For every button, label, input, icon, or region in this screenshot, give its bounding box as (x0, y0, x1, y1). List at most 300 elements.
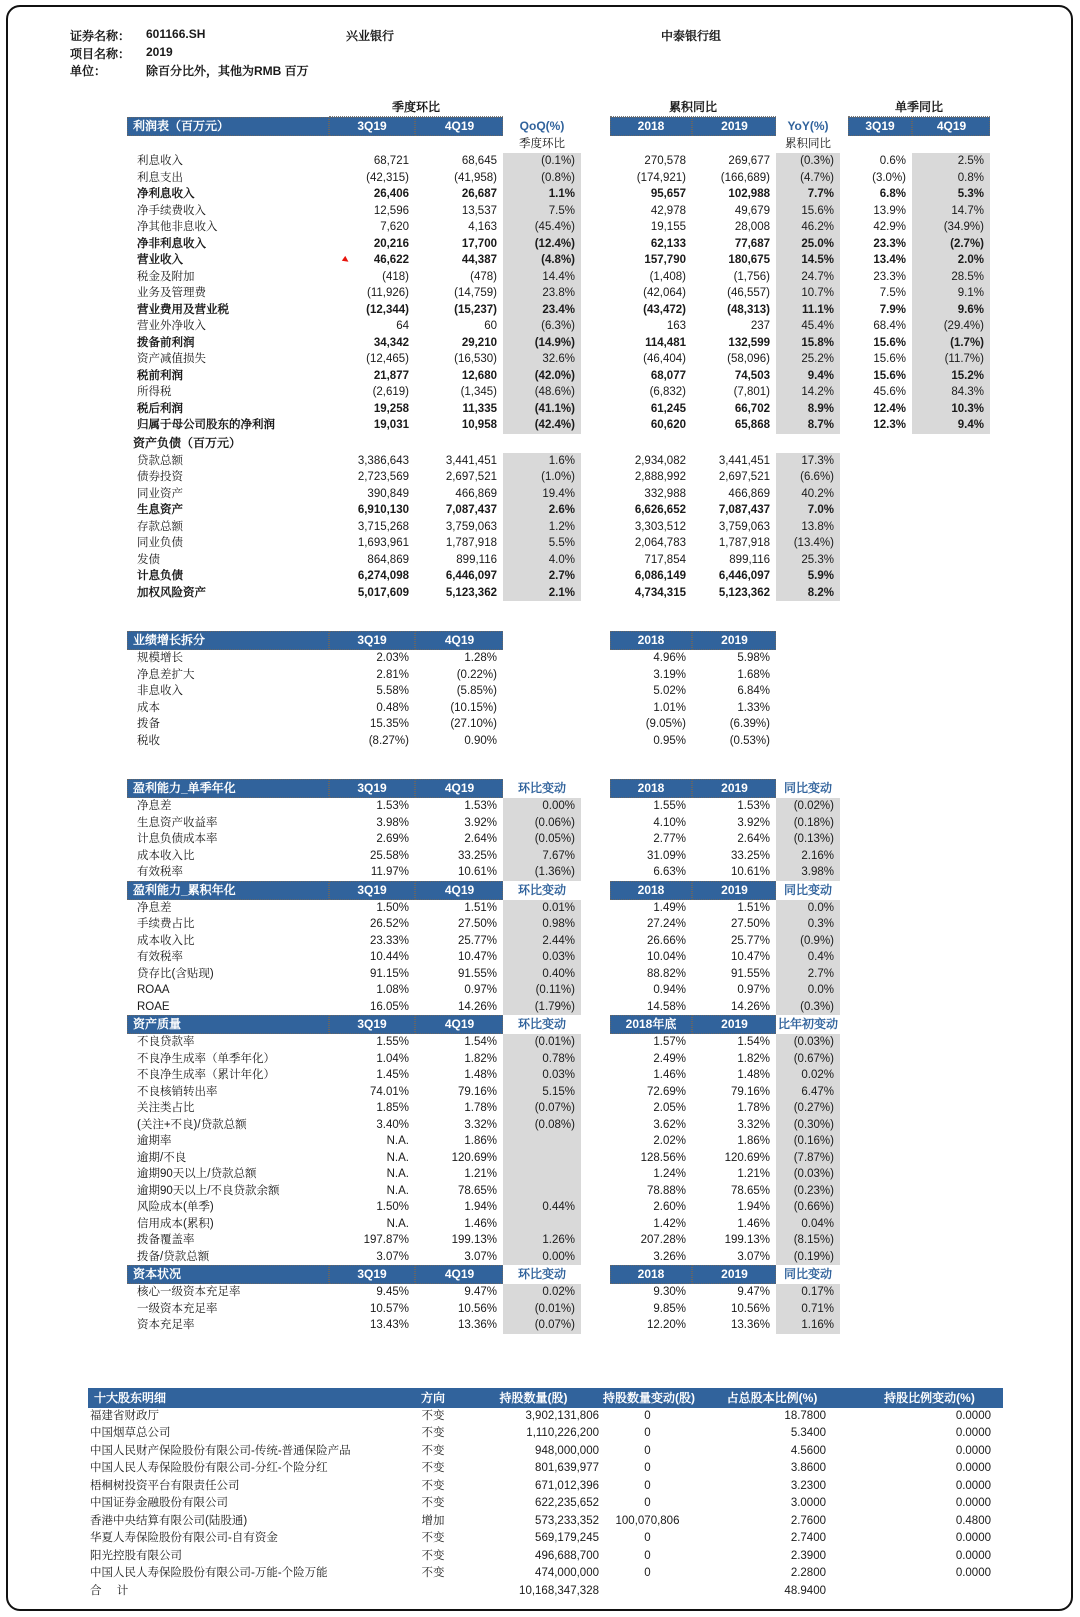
cell: 31.09% (646, 849, 686, 862)
cell: 5,017,609 (357, 586, 409, 599)
cell: (45.4%) (503, 219, 581, 236)
table-row (127, 982, 999, 999)
cell: 0.0% (776, 982, 840, 999)
cell: 19.4% (503, 486, 581, 503)
cell: 2,888,992 (634, 471, 686, 483)
cell (503, 1166, 581, 1183)
column-subheader (610, 136, 692, 153)
cell: (13.4%) (776, 535, 840, 552)
cell: 0.3% (776, 916, 840, 933)
row-label: 不良核销转出率 (137, 1085, 218, 1098)
cell: 0.6% (879, 155, 906, 167)
cell: 0.4800 (955, 1514, 991, 1527)
cell: 864,869 (367, 553, 409, 566)
cell: 17,700 (461, 237, 497, 250)
section-title: 资产质量 (127, 1015, 329, 1034)
cell: 9.45% (376, 1286, 409, 1298)
table-row (127, 486, 999, 503)
cell: (58,096) (727, 353, 770, 365)
column-header: 2018 (610, 779, 692, 798)
cell: 15.2% (912, 368, 990, 385)
total-qty: 10,168,347,328 (519, 1584, 599, 1597)
cell: 3,441,451 (445, 454, 497, 467)
cell: 33.25% (457, 849, 497, 862)
cell: 4.5600 (790, 1444, 826, 1457)
cell: 0.97% (464, 984, 497, 996)
column-header: 方向 (398, 1388, 468, 1408)
cell: 0.03% (503, 949, 581, 966)
cell: 1.53% (737, 800, 770, 812)
cell: 11.1% (776, 302, 840, 319)
shareholders-header-row (88, 1388, 1018, 1408)
table-row (127, 170, 999, 187)
cell: 6,274,098 (357, 570, 409, 582)
column-subheader: 季度环比 (519, 138, 565, 150)
cell: 2.60% (653, 1201, 686, 1213)
cell: (11,926) (367, 287, 409, 299)
row-label: 加权风险资产 (137, 586, 206, 599)
table-row (127, 1084, 999, 1101)
cell: 3.62% (653, 1118, 686, 1131)
cell: 0.40% (503, 966, 581, 983)
cell: 10.56% (730, 1302, 770, 1315)
cell: 9.47% (737, 1286, 770, 1298)
section-title: 盈利能力_单季年化 (127, 779, 329, 798)
shareholders-table (88, 1388, 1018, 1601)
cell: 269,677 (728, 155, 770, 167)
cell: 91.15% (369, 967, 409, 980)
column-header: 2018年底 (610, 1015, 692, 1034)
table-row (127, 1199, 999, 1216)
cell: 132,599 (728, 336, 770, 349)
cell: (6,832) (649, 386, 686, 398)
cell: 2,723,569 (357, 471, 409, 483)
row-label: ROAA (137, 984, 170, 996)
cell: 0.0000 (955, 1532, 991, 1544)
cell: 10.61% (457, 866, 497, 878)
cell: 0 (644, 1409, 651, 1422)
table-row (127, 848, 999, 865)
cell: 15.6% (873, 353, 906, 365)
row-label: 业务及管理费 (137, 287, 206, 299)
cell: 10,958 (461, 419, 497, 431)
cell: 9.1% (912, 285, 990, 302)
cell: 671,012,396 (535, 1479, 599, 1492)
section-header-row (127, 881, 999, 900)
column-header: 3Q19 (329, 1015, 415, 1034)
row-label: 信用成本(累积) (137, 1217, 214, 1230)
table-row (127, 916, 999, 933)
cell: (48.6%) (503, 384, 581, 401)
cell: 0.90% (464, 734, 497, 747)
cell: 10.04% (646, 951, 686, 963)
cell: 1.50% (376, 1201, 409, 1213)
cell: 13.9% (873, 204, 906, 217)
table-row (127, 351, 999, 368)
cell: (1,408) (649, 270, 686, 283)
cell: 68,721 (373, 155, 409, 167)
cell (503, 1183, 581, 1200)
cell: (0.9%) (776, 933, 840, 950)
cell: (41.1%) (503, 401, 581, 418)
cell: 12.3% (873, 419, 906, 431)
cell: 5.3% (912, 186, 990, 203)
row-label: 债券投资 (137, 471, 183, 483)
shareholder-row (88, 1443, 1018, 1461)
table-row (127, 733, 999, 750)
column-header: 同比变动 (783, 781, 832, 795)
cell: 3.8600 (790, 1462, 826, 1474)
project-name-value: 2019 (146, 45, 173, 59)
cell: (27.10%) (450, 718, 497, 730)
cell: (6.6%) (776, 469, 840, 486)
table-row (127, 1034, 999, 1051)
cell: 5.98% (737, 652, 770, 664)
cell (868, 1583, 1003, 1601)
section-title: 资产负债（百万元） (133, 435, 242, 450)
cell: 1.86% (737, 1135, 770, 1147)
row-label: 逾期率 (137, 1135, 172, 1147)
table-row (127, 552, 999, 569)
table-row (127, 1284, 999, 1301)
cell: 25.3% (776, 552, 840, 569)
cell: 1.21% (464, 1168, 497, 1180)
cell: 1.42% (653, 1217, 686, 1230)
cell: (0.67%) (776, 1051, 840, 1068)
cell: 7,087,437 (718, 504, 770, 516)
section-header-row (127, 1015, 999, 1034)
cell: 180,675 (728, 254, 770, 266)
row-label: 利息收入 (137, 155, 183, 167)
table-row (127, 933, 999, 950)
cell: 0.98% (503, 916, 581, 933)
cell: 3.07% (464, 1250, 497, 1263)
cell: 64 (396, 320, 409, 332)
column-header: 4Q19 (415, 631, 503, 650)
table-row (127, 585, 999, 602)
cell: 3.2300 (790, 1479, 826, 1492)
cell: 7.5% (879, 287, 906, 299)
cell: 899,116 (729, 553, 770, 566)
security-name-label: 证券名称： (70, 29, 131, 43)
cell (503, 716, 581, 733)
cell (503, 1133, 581, 1150)
report-header (8, 7, 1071, 85)
cell: 25.77% (730, 934, 770, 947)
cell: 44,387 (461, 254, 497, 266)
row-label: 计息负债 (137, 570, 183, 582)
cell: 3.98% (376, 816, 409, 829)
cell: 2.0% (912, 252, 990, 269)
cell: 12.20% (646, 1319, 686, 1331)
column-subheader: 累积同比 (785, 138, 831, 150)
cell: 1.85% (376, 1102, 409, 1114)
cell: 2.03% (376, 652, 409, 664)
cell: 2.7400 (790, 1532, 826, 1544)
cell: (42.4%) (503, 417, 581, 434)
cell: (10.15%) (450, 701, 497, 714)
column-header: 环比变动 (517, 781, 566, 795)
cell: 1.45% (376, 1069, 409, 1081)
cell: (0.8%) (503, 170, 581, 187)
cell: (0.08%) (503, 1117, 581, 1134)
cell: 10.47% (730, 951, 770, 963)
cell: 7.0% (776, 502, 840, 519)
cell: 1.82% (737, 1052, 770, 1065)
cell: 2,064,783 (634, 537, 686, 549)
cell: 0.02% (503, 1284, 581, 1301)
cell: 6.47% (776, 1084, 840, 1101)
cell: 2.64% (737, 833, 770, 845)
cell: (0.3%) (776, 153, 840, 170)
cell: 7,087,437 (445, 504, 497, 516)
cell: 78.88% (646, 1184, 686, 1197)
cell: 不变 (421, 1444, 445, 1457)
cell: 0 (644, 1462, 651, 1474)
cell: (5.85%) (456, 685, 497, 697)
cell: (0.01%) (503, 1034, 581, 1051)
cell: 1.28% (464, 652, 497, 664)
cell: 33.25% (730, 849, 770, 862)
cell: (0.11%) (503, 982, 581, 999)
column-header: 2019 (692, 631, 776, 650)
cell: 1.16% (776, 1317, 840, 1334)
column-header: 2018 (610, 881, 692, 900)
group-header-yoy-cum: 累积同比 (610, 99, 776, 117)
shareholder-row (88, 1530, 1018, 1548)
cell: 157,790 (644, 254, 686, 266)
cell: 0.02% (776, 1067, 840, 1084)
row-label: 成本收入比 (137, 934, 195, 947)
column-header: 环比变动 (517, 1017, 566, 1031)
cell: (9.05%) (645, 718, 686, 730)
cell: (0.07%) (503, 1317, 581, 1334)
cell: 9.47% (464, 1286, 497, 1298)
cell: 3.0000 (790, 1497, 826, 1509)
cell: 3.26% (653, 1250, 686, 1263)
financial-table (127, 99, 999, 1334)
cell: 66,702 (734, 402, 770, 415)
cell: 474,000,000 (535, 1567, 599, 1579)
cell: 74,503 (734, 369, 770, 382)
table-row (127, 1117, 999, 1134)
table-row (127, 815, 999, 832)
cell: (166,689) (720, 171, 770, 184)
cell: 0.71% (776, 1301, 840, 1318)
cell: 0.97% (737, 984, 770, 996)
row-label: 一级资本充足率 (137, 1302, 218, 1315)
cell: (42.0%) (503, 368, 581, 385)
table-row (127, 236, 999, 253)
cell: 7.9% (879, 303, 906, 316)
table-row (127, 667, 999, 684)
section-header-row (127, 434, 999, 453)
cell: 26.52% (369, 918, 409, 930)
group-header-qoq: 季度环比 (329, 99, 503, 117)
cell: (42,315) (366, 171, 409, 184)
table-row (127, 683, 999, 700)
cell: 65,868 (734, 419, 770, 431)
cell: (0.03%) (776, 1166, 840, 1183)
cell: 16.05% (369, 1000, 409, 1013)
cell: 14.26% (730, 1000, 770, 1013)
cell: (29.4%) (912, 318, 990, 335)
cell: (0.02%) (776, 798, 840, 815)
cell: 1.54% (737, 1036, 770, 1048)
cell: (0.07%) (503, 1100, 581, 1117)
cell: 14.4% (503, 269, 581, 286)
cell: 5,123,362 (718, 586, 770, 599)
cell: 23.3% (873, 237, 906, 250)
cell: 8.7% (776, 417, 840, 434)
cell: (1.36%) (503, 864, 581, 881)
cell: 207.28% (640, 1234, 686, 1246)
cell: 20,216 (373, 237, 409, 250)
section-header-row (127, 117, 999, 136)
section-title: 利润表（百万元） (127, 117, 329, 136)
cell: 4.10% (653, 816, 686, 829)
row-label: 净手续费收入 (137, 204, 206, 217)
cell: 3.32% (464, 1118, 497, 1131)
cell: 390,849 (367, 487, 409, 500)
cell: 1.57% (653, 1036, 686, 1048)
cell: 1.68% (737, 668, 770, 681)
shareholder-row (88, 1495, 1018, 1513)
column-header: 3Q19 (329, 117, 415, 136)
cell: 14.5% (776, 252, 840, 269)
cell: 1.53% (464, 800, 497, 812)
cell: (41,958) (454, 171, 497, 184)
cell: (14.9%) (503, 335, 581, 352)
cell: 2,934,082 (634, 454, 686, 467)
cell: (2,619) (372, 386, 409, 398)
cell: 25.58% (369, 849, 409, 862)
cell: (7,801) (733, 386, 770, 398)
total-pct: 48.9400 (784, 1584, 826, 1597)
column-header: 2019 (692, 1265, 776, 1284)
row-label: 归属于母公司股东的净利润 (137, 419, 275, 431)
cell: 77,687 (734, 237, 770, 250)
column-header: 2019 (692, 117, 776, 136)
row-label: 营业外净收入 (137, 320, 206, 332)
cell (503, 700, 581, 717)
cell: (1.79%) (503, 999, 581, 1016)
cell (776, 683, 840, 700)
cell: 中国证券金融股份有限公司 (90, 1497, 228, 1509)
cell: 27.50% (730, 918, 770, 930)
cell: (46,557) (727, 287, 770, 299)
column-header: 比年初变动 (777, 1017, 838, 1031)
cell: 2.02% (653, 1135, 686, 1147)
cell: (418) (382, 270, 409, 283)
table-row (127, 401, 999, 418)
cell: 49,679 (734, 204, 770, 217)
row-label: 计息负债成本率 (137, 833, 218, 845)
cell: 6,910,130 (357, 504, 409, 516)
cell: 72.69% (646, 1085, 686, 1098)
cell: (48,313) (727, 303, 770, 316)
cell: 10.57% (369, 1302, 409, 1315)
cell: 2.7% (776, 966, 840, 983)
row-label: 拨备前利润 (137, 336, 195, 349)
cell: (2.7%) (912, 236, 990, 253)
table-row (127, 650, 999, 667)
cell: 42,978 (650, 204, 686, 217)
table-row (127, 384, 999, 401)
cell: 1.55% (653, 800, 686, 812)
cell: 中国人民财产保险股份有限公司-传统-普通保险产品 (90, 1444, 351, 1457)
cell: 1.46% (737, 1217, 770, 1230)
table-row (127, 318, 999, 335)
cell: 0.17% (776, 1284, 840, 1301)
cell: 0 (644, 1549, 651, 1562)
cell (503, 683, 581, 700)
column-header: YoY(%) (787, 119, 829, 133)
table-row (127, 1216, 999, 1233)
cell: 2.81% (376, 668, 409, 681)
cell: 12,680 (461, 369, 497, 382)
cell: (1,345) (460, 386, 497, 398)
cell: 2.5% (912, 153, 990, 170)
column-header: 4Q19 (912, 117, 990, 136)
cell: 10.3% (912, 401, 990, 418)
table-row (127, 831, 999, 848)
cell: 5.3400 (790, 1427, 826, 1439)
cell: 622,235,652 (535, 1497, 599, 1509)
cell: 717,854 (644, 553, 686, 566)
cell: 1.49% (653, 901, 686, 914)
cell: 13.36% (730, 1319, 770, 1331)
cell: 0.0% (776, 900, 840, 917)
cell: 3,759,063 (445, 520, 497, 533)
cell: 1.46% (653, 1069, 686, 1081)
cell: 1.54% (464, 1036, 497, 1048)
row-label: 营业费用及营业税 (137, 303, 229, 316)
cell: 15.6% (776, 203, 840, 220)
column-subheader (329, 136, 415, 153)
table-row (127, 1317, 999, 1334)
cell: 13.8% (776, 519, 840, 536)
cell: 1.1% (503, 186, 581, 203)
table-row (127, 999, 999, 1016)
cell: 15.6% (873, 336, 906, 349)
row-label: 拨备覆盖率 (137, 1234, 195, 1246)
cell: 45.6% (873, 386, 906, 398)
column-header: 4Q19 (415, 117, 503, 136)
cell: (12.4%) (503, 236, 581, 253)
cell: 10.61% (730, 866, 770, 878)
table-row (127, 269, 999, 286)
cell: 29,210 (461, 336, 497, 349)
table-row (127, 453, 999, 470)
cell: 0 (644, 1532, 651, 1544)
table-row (127, 219, 999, 236)
cell: 中国人民人寿保险股份有限公司-分红-个险分红 (90, 1462, 328, 1474)
cell: 79.16% (730, 1085, 770, 1098)
cell: 1.53% (376, 800, 409, 812)
unit-label: 单位： (70, 64, 107, 78)
table-row (127, 1100, 999, 1117)
table-row (127, 502, 999, 519)
cell: (12,465) (366, 353, 409, 365)
table-row (127, 153, 999, 170)
cell: (42,064) (643, 287, 686, 299)
cell: 466,869 (455, 487, 497, 500)
cell: 3,386,643 (357, 454, 409, 467)
cell: N.A. (386, 1184, 409, 1197)
cell: (7.87%) (776, 1150, 840, 1167)
row-label: 税金及附加 (137, 270, 195, 283)
